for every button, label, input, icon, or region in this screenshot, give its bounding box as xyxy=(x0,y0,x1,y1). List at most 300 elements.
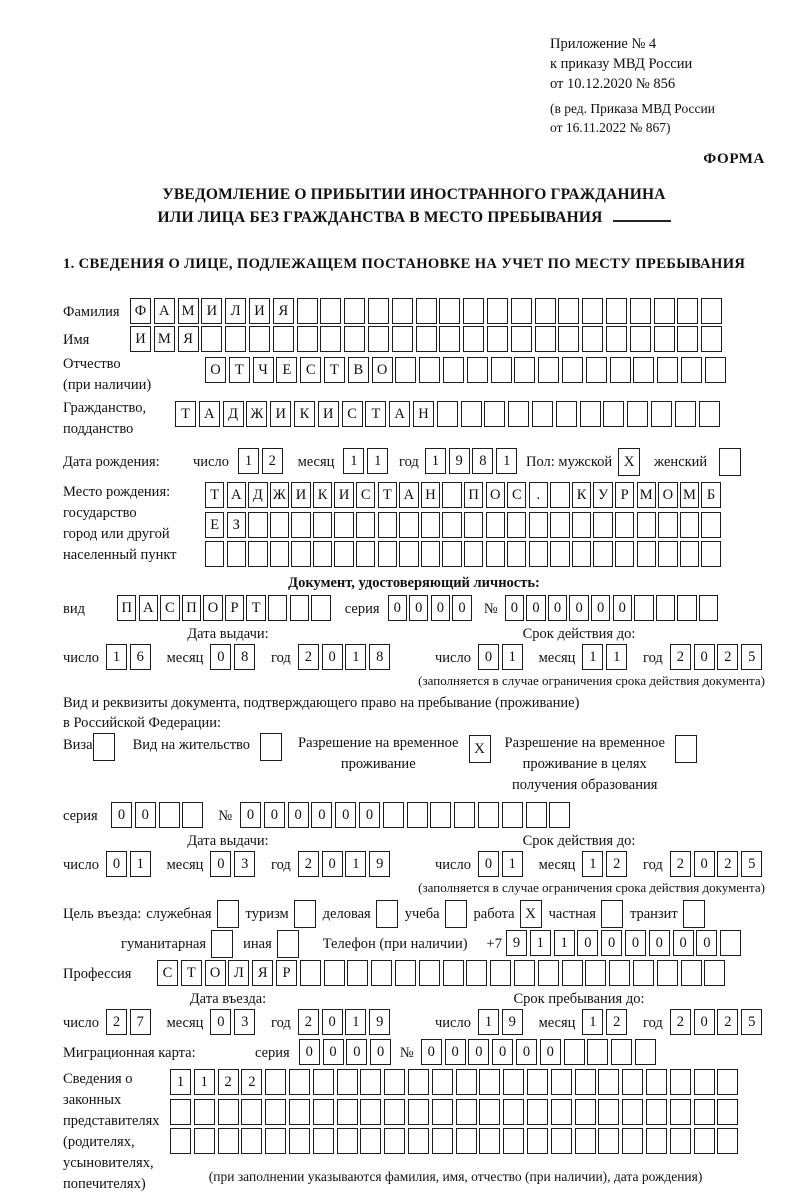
char-cell[interactable] xyxy=(699,401,720,427)
char-cell[interactable] xyxy=(582,298,603,324)
char-cell[interactable]: 1 xyxy=(502,644,523,670)
char-cell[interactable]: К xyxy=(294,401,315,427)
char-cell[interactable] xyxy=(479,1069,500,1095)
char-cell[interactable]: 5 xyxy=(741,851,762,877)
char-cell[interactable] xyxy=(297,326,318,352)
char-cell[interactable]: 2 xyxy=(670,1009,691,1035)
char-cell[interactable] xyxy=(694,1099,715,1125)
char-cell[interactable] xyxy=(514,960,535,986)
char-cell[interactable]: 0 xyxy=(540,1039,561,1065)
char-cell[interactable] xyxy=(297,298,318,324)
char-cell[interactable]: И xyxy=(318,401,339,427)
char-cell[interactable] xyxy=(630,298,651,324)
char-cell[interactable] xyxy=(456,1128,477,1154)
char-cell[interactable] xyxy=(463,298,484,324)
char-cell[interactable] xyxy=(610,357,631,383)
char-cell[interactable] xyxy=(637,512,656,538)
char-cell[interactable] xyxy=(633,960,654,986)
char-cell[interactable] xyxy=(170,1099,191,1125)
char-cell[interactable]: Я xyxy=(252,960,273,986)
purpose-transit-checkbox[interactable] xyxy=(683,900,705,928)
char-cell[interactable]: Т xyxy=(365,401,386,427)
char-cell[interactable]: Д xyxy=(223,401,244,427)
char-cell[interactable] xyxy=(395,960,416,986)
char-cell[interactable] xyxy=(646,1128,667,1154)
char-cell[interactable]: 2 xyxy=(670,644,691,670)
char-cell[interactable]: Я xyxy=(273,298,294,324)
char-cell[interactable] xyxy=(538,960,559,986)
char-cell[interactable]: 0 xyxy=(210,851,231,877)
edu-permit-checkbox[interactable] xyxy=(675,735,697,763)
char-cell[interactable]: Т xyxy=(324,357,345,383)
char-cell[interactable] xyxy=(463,326,484,352)
char-cell[interactable]: 0 xyxy=(478,644,499,670)
char-cell[interactable]: Т xyxy=(175,401,196,427)
char-cell[interactable]: Ж xyxy=(270,482,289,508)
char-cell[interactable] xyxy=(291,512,310,538)
char-cell[interactable] xyxy=(324,960,345,986)
char-cell[interactable]: 1 xyxy=(496,448,517,474)
char-cell[interactable] xyxy=(654,298,675,324)
purpose-tourism-checkbox[interactable] xyxy=(294,900,316,928)
char-cell[interactable]: 0 xyxy=(673,930,694,956)
char-cell[interactable]: У xyxy=(593,482,612,508)
char-cell[interactable] xyxy=(360,1099,381,1125)
char-cell[interactable] xyxy=(606,326,627,352)
char-cell[interactable] xyxy=(337,1069,358,1095)
char-cell[interactable]: 1 xyxy=(194,1069,215,1095)
char-cell[interactable] xyxy=(670,1099,691,1125)
residence-permit-checkbox[interactable] xyxy=(260,733,282,761)
char-cell[interactable] xyxy=(265,1128,286,1154)
char-cell[interactable]: М xyxy=(680,482,699,508)
char-cell[interactable] xyxy=(437,401,458,427)
char-cell[interactable] xyxy=(681,960,702,986)
char-cell[interactable] xyxy=(461,401,482,427)
char-cell[interactable] xyxy=(511,298,532,324)
char-cell[interactable] xyxy=(487,298,508,324)
char-cell[interactable] xyxy=(265,1069,286,1095)
char-cell[interactable] xyxy=(527,1069,548,1095)
char-cell[interactable]: С xyxy=(157,960,178,986)
char-cell[interactable] xyxy=(439,326,460,352)
char-cell[interactable]: Р xyxy=(615,482,634,508)
char-cell[interactable]: 0 xyxy=(335,802,356,828)
char-cell[interactable] xyxy=(507,512,526,538)
char-cell[interactable]: П xyxy=(117,595,136,621)
char-cell[interactable] xyxy=(556,401,577,427)
visa-checkbox[interactable] xyxy=(93,733,115,761)
char-cell[interactable] xyxy=(704,960,725,986)
char-cell[interactable]: 1 xyxy=(530,930,551,956)
char-cell[interactable] xyxy=(407,802,428,828)
char-cell[interactable] xyxy=(383,802,404,828)
char-cell[interactable] xyxy=(717,1099,738,1125)
char-cell[interactable] xyxy=(421,512,440,538)
char-cell[interactable]: 0 xyxy=(322,851,343,877)
char-cell[interactable] xyxy=(368,326,389,352)
char-cell[interactable] xyxy=(268,595,287,621)
char-cell[interactable]: 0 xyxy=(135,802,156,828)
char-cell[interactable] xyxy=(205,541,224,567)
char-cell[interactable]: П xyxy=(464,482,483,508)
char-cell[interactable]: 0 xyxy=(240,802,261,828)
char-cell[interactable] xyxy=(575,1128,596,1154)
char-cell[interactable]: 8 xyxy=(369,644,390,670)
char-cell[interactable] xyxy=(562,357,583,383)
char-cell[interactable] xyxy=(432,1069,453,1095)
char-cell[interactable]: И xyxy=(249,298,270,324)
char-cell[interactable] xyxy=(442,512,461,538)
char-cell[interactable] xyxy=(395,357,416,383)
char-cell[interactable] xyxy=(399,512,418,538)
char-cell[interactable]: 0 xyxy=(516,1039,537,1065)
char-cell[interactable]: 9 xyxy=(502,1009,523,1035)
char-cell[interactable]: 9 xyxy=(506,930,527,956)
char-cell[interactable] xyxy=(419,357,440,383)
char-cell[interactable] xyxy=(680,541,699,567)
purpose-official-checkbox[interactable] xyxy=(217,900,239,928)
char-cell[interactable] xyxy=(182,802,203,828)
char-cell[interactable] xyxy=(432,1128,453,1154)
char-cell[interactable] xyxy=(456,1069,477,1095)
char-cell[interactable] xyxy=(634,595,653,621)
char-cell[interactable] xyxy=(630,326,651,352)
char-cell[interactable] xyxy=(572,541,591,567)
char-cell[interactable] xyxy=(622,1128,643,1154)
char-cell[interactable]: Е xyxy=(205,512,224,538)
char-cell[interactable]: С xyxy=(507,482,526,508)
char-cell[interactable] xyxy=(337,1099,358,1125)
char-cell[interactable] xyxy=(265,1099,286,1125)
char-cell[interactable] xyxy=(526,802,547,828)
char-cell[interactable]: 0 xyxy=(388,595,407,621)
char-cell[interactable] xyxy=(273,326,294,352)
char-cell[interactable] xyxy=(551,1099,572,1125)
char-cell[interactable] xyxy=(627,401,648,427)
char-cell[interactable]: И xyxy=(334,482,353,508)
char-cell[interactable]: О xyxy=(372,357,393,383)
char-cell[interactable] xyxy=(514,357,535,383)
char-cell[interactable] xyxy=(320,326,341,352)
char-cell[interactable] xyxy=(416,326,437,352)
char-cell[interactable]: 2 xyxy=(717,1009,738,1035)
char-cell[interactable]: 9 xyxy=(369,1009,390,1035)
purpose-private-checkbox[interactable] xyxy=(601,900,623,928)
char-cell[interactable]: Ч xyxy=(253,357,274,383)
purpose-other-checkbox[interactable] xyxy=(277,930,299,958)
char-cell[interactable] xyxy=(502,802,523,828)
char-cell[interactable]: 0 xyxy=(548,595,567,621)
char-cell[interactable]: 1 xyxy=(582,1009,603,1035)
char-cell[interactable] xyxy=(558,326,579,352)
char-cell[interactable] xyxy=(384,1128,405,1154)
char-cell[interactable] xyxy=(651,401,672,427)
char-cell[interactable]: . xyxy=(529,482,548,508)
char-cell[interactable] xyxy=(646,1069,667,1095)
char-cell[interactable]: З xyxy=(227,512,246,538)
purpose-humanitarian-checkbox[interactable] xyxy=(211,930,233,958)
char-cell[interactable] xyxy=(635,1039,656,1065)
char-cell[interactable] xyxy=(699,595,718,621)
char-cell[interactable] xyxy=(201,326,222,352)
char-cell[interactable] xyxy=(593,512,612,538)
char-cell[interactable] xyxy=(681,357,702,383)
char-cell[interactable] xyxy=(334,541,353,567)
char-cell[interactable] xyxy=(442,541,461,567)
char-cell[interactable]: Д xyxy=(248,482,267,508)
char-cell[interactable]: А xyxy=(227,482,246,508)
char-cell[interactable] xyxy=(356,512,375,538)
char-cell[interactable] xyxy=(717,1069,738,1095)
char-cell[interactable] xyxy=(227,541,246,567)
char-cell[interactable] xyxy=(392,326,413,352)
sex-female-checkbox[interactable] xyxy=(719,448,741,476)
char-cell[interactable] xyxy=(248,512,267,538)
char-cell[interactable] xyxy=(464,512,483,538)
char-cell[interactable]: 7 xyxy=(130,1009,151,1035)
char-cell[interactable] xyxy=(442,482,461,508)
char-cell[interactable]: 0 xyxy=(601,930,622,956)
char-cell[interactable] xyxy=(300,960,321,986)
char-cell[interactable]: 0 xyxy=(264,802,285,828)
char-cell[interactable]: Н xyxy=(413,401,434,427)
char-cell[interactable] xyxy=(378,512,397,538)
char-cell[interactable] xyxy=(421,541,440,567)
char-cell[interactable] xyxy=(575,1069,596,1095)
char-cell[interactable] xyxy=(408,1099,429,1125)
char-cell[interactable] xyxy=(439,298,460,324)
char-cell[interactable]: Л xyxy=(228,960,249,986)
char-cell[interactable]: 0 xyxy=(210,1009,231,1035)
char-cell[interactable]: 6 xyxy=(130,644,151,670)
char-cell[interactable]: 0 xyxy=(323,1039,344,1065)
char-cell[interactable] xyxy=(194,1099,215,1125)
char-cell[interactable] xyxy=(701,541,720,567)
char-cell[interactable] xyxy=(392,298,413,324)
char-cell[interactable] xyxy=(701,512,720,538)
char-cell[interactable]: 1 xyxy=(606,644,627,670)
char-cell[interactable] xyxy=(432,1099,453,1125)
char-cell[interactable]: Р xyxy=(276,960,297,986)
char-cell[interactable] xyxy=(593,541,612,567)
char-cell[interactable] xyxy=(622,1069,643,1095)
char-cell[interactable] xyxy=(511,326,532,352)
char-cell[interactable] xyxy=(503,1099,524,1125)
char-cell[interactable] xyxy=(646,1099,667,1125)
char-cell[interactable]: С xyxy=(342,401,363,427)
char-cell[interactable] xyxy=(170,1128,191,1154)
char-cell[interactable] xyxy=(558,298,579,324)
char-cell[interactable] xyxy=(347,960,368,986)
char-cell[interactable] xyxy=(491,357,512,383)
char-cell[interactable]: 0 xyxy=(526,595,545,621)
char-cell[interactable] xyxy=(334,512,353,538)
char-cell[interactable] xyxy=(532,401,553,427)
char-cell[interactable]: 1 xyxy=(502,851,523,877)
char-cell[interactable]: 0 xyxy=(452,595,471,621)
purpose-business-checkbox[interactable] xyxy=(376,900,398,928)
char-cell[interactable] xyxy=(313,1099,334,1125)
char-cell[interactable]: 0 xyxy=(694,1009,715,1035)
char-cell[interactable] xyxy=(270,541,289,567)
char-cell[interactable] xyxy=(479,1099,500,1125)
char-cell[interactable]: Т xyxy=(205,482,224,508)
char-cell[interactable] xyxy=(344,298,365,324)
char-cell[interactable]: 2 xyxy=(298,644,319,670)
char-cell[interactable] xyxy=(575,1099,596,1125)
char-cell[interactable] xyxy=(419,960,440,986)
char-cell[interactable] xyxy=(194,1128,215,1154)
char-cell[interactable] xyxy=(360,1069,381,1095)
char-cell[interactable]: Т xyxy=(246,595,265,621)
char-cell[interactable]: 2 xyxy=(218,1069,239,1095)
char-cell[interactable] xyxy=(464,541,483,567)
char-cell[interactable]: Б xyxy=(701,482,720,508)
char-cell[interactable]: И xyxy=(270,401,291,427)
char-cell[interactable] xyxy=(622,1099,643,1125)
char-cell[interactable] xyxy=(720,930,741,956)
char-cell[interactable] xyxy=(454,802,475,828)
char-cell[interactable] xyxy=(270,512,289,538)
char-cell[interactable] xyxy=(337,1128,358,1154)
char-cell[interactable]: 2 xyxy=(298,851,319,877)
char-cell[interactable]: 1 xyxy=(170,1069,191,1095)
char-cell[interactable]: 1 xyxy=(582,644,603,670)
char-cell[interactable] xyxy=(677,595,696,621)
char-cell[interactable]: 1 xyxy=(554,930,575,956)
char-cell[interactable]: 5 xyxy=(741,644,762,670)
char-cell[interactable] xyxy=(225,326,246,352)
char-cell[interactable] xyxy=(705,357,726,383)
char-cell[interactable]: К xyxy=(313,482,332,508)
char-cell[interactable]: 0 xyxy=(478,851,499,877)
char-cell[interactable]: О xyxy=(658,482,677,508)
char-cell[interactable]: 9 xyxy=(449,448,470,474)
char-cell[interactable] xyxy=(218,1099,239,1125)
char-cell[interactable] xyxy=(490,960,511,986)
char-cell[interactable] xyxy=(466,960,487,986)
char-cell[interactable]: А xyxy=(139,595,158,621)
char-cell[interactable] xyxy=(378,541,397,567)
char-cell[interactable]: А xyxy=(399,482,418,508)
char-cell[interactable] xyxy=(384,1069,405,1095)
char-cell[interactable] xyxy=(603,401,624,427)
char-cell[interactable] xyxy=(529,541,548,567)
char-cell[interactable] xyxy=(408,1069,429,1095)
char-cell[interactable] xyxy=(486,512,505,538)
char-cell[interactable] xyxy=(586,357,607,383)
char-cell[interactable] xyxy=(550,541,569,567)
char-cell[interactable]: 2 xyxy=(606,1009,627,1035)
char-cell[interactable] xyxy=(654,326,675,352)
char-cell[interactable] xyxy=(670,1069,691,1095)
char-cell[interactable] xyxy=(609,960,630,986)
char-cell[interactable] xyxy=(508,401,529,427)
char-cell[interactable]: О xyxy=(486,482,505,508)
char-cell[interactable] xyxy=(694,1069,715,1095)
char-cell[interactable]: С xyxy=(160,595,179,621)
char-cell[interactable]: 0 xyxy=(492,1039,513,1065)
char-cell[interactable] xyxy=(598,1069,619,1095)
char-cell[interactable]: В xyxy=(348,357,369,383)
char-cell[interactable]: 0 xyxy=(370,1039,391,1065)
char-cell[interactable] xyxy=(551,1128,572,1154)
char-cell[interactable] xyxy=(478,802,499,828)
char-cell[interactable]: 1 xyxy=(345,644,366,670)
char-cell[interactable]: 0 xyxy=(106,851,127,877)
char-cell[interactable]: М xyxy=(637,482,656,508)
char-cell[interactable]: 1 xyxy=(478,1009,499,1035)
char-cell[interactable]: М xyxy=(178,298,199,324)
char-cell[interactable]: 0 xyxy=(649,930,670,956)
char-cell[interactable] xyxy=(443,960,464,986)
char-cell[interactable] xyxy=(587,1039,608,1065)
char-cell[interactable] xyxy=(656,595,675,621)
char-cell[interactable]: 0 xyxy=(569,595,588,621)
char-cell[interactable] xyxy=(291,541,310,567)
char-cell[interactable] xyxy=(503,1128,524,1154)
char-cell[interactable] xyxy=(657,357,678,383)
char-cell[interactable] xyxy=(507,541,526,567)
char-cell[interactable] xyxy=(487,326,508,352)
char-cell[interactable] xyxy=(535,298,556,324)
char-cell[interactable] xyxy=(290,595,309,621)
char-cell[interactable] xyxy=(320,298,341,324)
char-cell[interactable]: 2 xyxy=(717,644,738,670)
char-cell[interactable] xyxy=(248,541,267,567)
char-cell[interactable] xyxy=(486,541,505,567)
char-cell[interactable]: 0 xyxy=(409,595,428,621)
char-cell[interactable]: 0 xyxy=(694,851,715,877)
char-cell[interactable]: Т xyxy=(378,482,397,508)
char-cell[interactable]: 1 xyxy=(345,1009,366,1035)
char-cell[interactable] xyxy=(657,960,678,986)
char-cell[interactable] xyxy=(503,1069,524,1095)
char-cell[interactable] xyxy=(717,1128,738,1154)
char-cell[interactable]: 0 xyxy=(288,802,309,828)
char-cell[interactable]: 0 xyxy=(322,1009,343,1035)
purpose-work-checkbox[interactable]: X xyxy=(520,900,542,928)
char-cell[interactable]: 1 xyxy=(343,448,364,474)
char-cell[interactable] xyxy=(598,1128,619,1154)
char-cell[interactable]: А xyxy=(389,401,410,427)
char-cell[interactable] xyxy=(241,1128,262,1154)
char-cell[interactable]: 2 xyxy=(717,851,738,877)
char-cell[interactable] xyxy=(241,1099,262,1125)
char-cell[interactable] xyxy=(598,1099,619,1125)
char-cell[interactable]: П xyxy=(182,595,201,621)
char-cell[interactable] xyxy=(313,1069,334,1095)
char-cell[interactable]: 0 xyxy=(445,1039,466,1065)
char-cell[interactable]: 0 xyxy=(431,595,450,621)
char-cell[interactable] xyxy=(580,401,601,427)
char-cell[interactable] xyxy=(368,298,389,324)
char-cell[interactable] xyxy=(670,1128,691,1154)
char-cell[interactable] xyxy=(677,326,698,352)
char-cell[interactable] xyxy=(633,357,654,383)
char-cell[interactable]: Н xyxy=(421,482,440,508)
char-cell[interactable]: 9 xyxy=(369,851,390,877)
char-cell[interactable]: 3 xyxy=(234,851,255,877)
char-cell[interactable]: А xyxy=(199,401,220,427)
char-cell[interactable] xyxy=(356,541,375,567)
char-cell[interactable]: 0 xyxy=(468,1039,489,1065)
purpose-study-checkbox[interactable] xyxy=(445,900,467,928)
char-cell[interactable] xyxy=(467,357,488,383)
char-cell[interactable]: Т xyxy=(181,960,202,986)
char-cell[interactable] xyxy=(562,960,583,986)
